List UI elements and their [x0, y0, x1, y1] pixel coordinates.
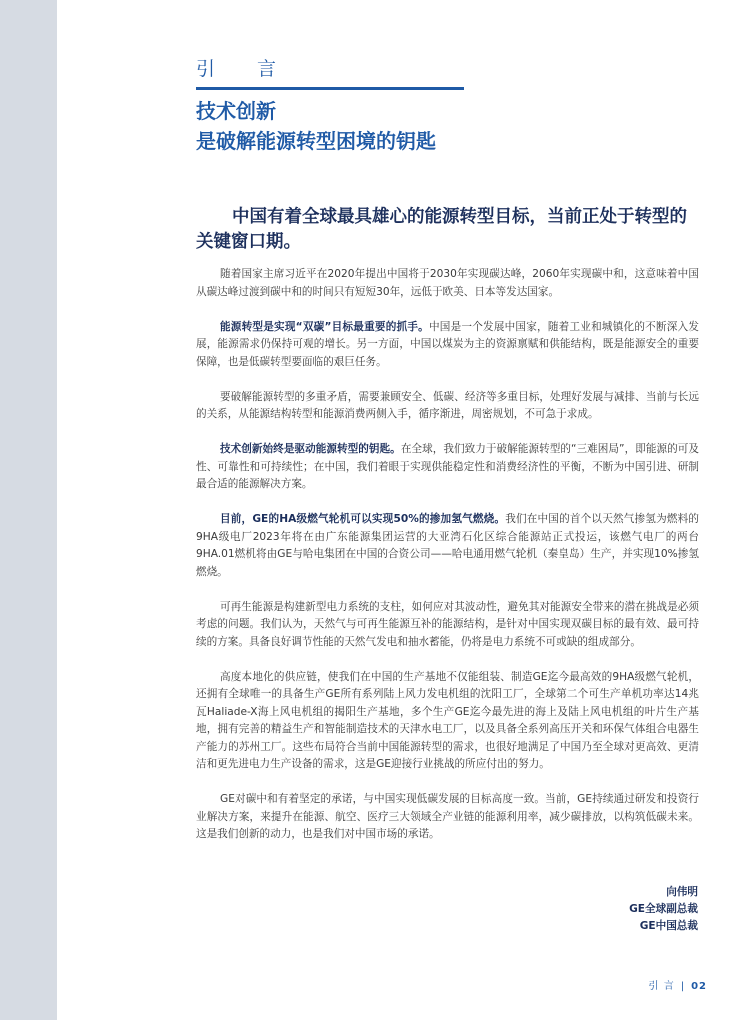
lead-statement: 中国有着全球最具雄心的能源转型目标，当前正处于转型的关键窗口期。 — [196, 207, 687, 252]
page-number: 02 — [691, 981, 707, 992]
paragraph-7-text: 高度本地化的供应链，使我们在中国的生产基地不仅能组装、制造GE迄今最高效的9HA级燃气轮机，还拥有全球唯一的具备生产GE所有系列陆上风力发电机组的沈阳工厂，全球第二个可生产单机功率达14兆瓦Haliade-X海上风电机组的揭阳生产基地，多个生产GE迄今最先进的海上及陆上风电机组的叶片生产基地，拥有完善的精益生产和智能制造技术的天津水电工厂，以及具备全系列高压开关和环保气体组合电器生产能力的苏州工厂。这些布局符合当前中国能源转型的需求，也很好地满足了中国乃至全球对更高效、更清洁和更先进电力生产设备的需求，这是GE迎接行业挑战的所应付出的努力。 — [196, 670, 699, 770]
page-footer — [649, 977, 707, 992]
paragraph-7 — [196, 669, 699, 774]
signature-title-1: GE全球副总裁 — [629, 903, 698, 915]
body-text — [196, 266, 699, 861]
page-title-line-2: 是破解能源转型困境的钥匙 — [196, 129, 436, 153]
paragraph-1 — [196, 266, 699, 301]
section-divider — [196, 87, 464, 90]
signature-title-2: GE中国总裁 — [639, 920, 698, 932]
paragraph-3-text: 要破解能源转型的多重矛盾，需要兼顾安全、低碳、经济等多重目标，处理好发展与减排、当前与长远的关系，从能源结构转型和能源消费两侧入手，循序渐进，周密规划，不可急于求成。 — [196, 390, 699, 420]
paragraph-5 — [196, 511, 699, 581]
paragraph-2-highlight: 能源转型是实现“双碳”目标最重要的抓手。 — [220, 320, 429, 333]
paragraph-2-text: 中国是一个发展中国家，随着工业和城镇化的不断深入发展，能源需求仍保持可观的增长。另一方面，中国以煤炭为主的资源禀赋和供能结构，既是能源安全的重要保障，也是低碳转型要面临的艰巨任务。 — [196, 320, 699, 368]
section-label: 引 言 — [196, 58, 295, 80]
page-title-line-1: 技术创新 — [196, 99, 276, 123]
left-sidebar-band — [0, 0, 57, 1020]
paragraph-4 — [196, 441, 699, 494]
paragraph-2 — [196, 319, 699, 372]
paragraph-4-text: 在全球，我们致力于破解能源转型的“三难困局”，即能源的可及性、可靠性和可持续性；在中国，我们着眼于实现供能稳定性和消费经济性的平衡，不断为中国引进、研制最合适的能源解决方案。 — [196, 443, 699, 490]
footer-separator: | — [680, 981, 686, 992]
paragraph-6-text: 可再生能源是构建新型电力系统的支柱，如何应对其波动性，避免其对能源安全带来的潜在挑战是必须考虑的问题。我们认为，天然气与可再生能源互补的能源结构，是针对中国实现双碳目标的最有效、最可持续的方案。具备良好调节性能的天然气发电和抽水蓄能，仍将是电力系统不可或缺的组成部分。 — [196, 600, 699, 648]
signature-name: 向伟明 — [666, 886, 698, 898]
paragraph-5-highlight: 目前，GE的HA级燃气轮机可以实现50%的掺加氢气燃烧。 — [220, 513, 506, 525]
paragraph-6 — [196, 599, 699, 652]
paragraph-8 — [196, 791, 699, 844]
footer-section-label: 引 言 — [648, 981, 675, 992]
paragraph-1-text: 随着国家主席习近平在2020年提出中国将于2030年实现碳达峰，2060年实现碳中和，这意味着中国从碳达峰过渡到碳中和的时间只有短短30年，远低于欧美、日本等发达国家。 — [196, 268, 699, 298]
paragraph-8-text: GE对碳中和有着坚定的承诺，与中国实现低碳发展的目标高度一致。当前，GE持续通过研发和投资行业解决方案，来提升在能源、航空、医疗三大领域全产业链的能源利用率，减少碳排放，以构筑低碳未来。这是我们创新的动力，也是我们对中国市场的承诺。 — [196, 793, 699, 840]
paragraph-5-text: 我们在中国的首个以天然气掺氢为燃料的9HA级电厂2023年将在由广东能源集团运营的大亚湾石化区综合能源站正式投运，该燃气电厂的两台9HA.01燃机将由GE与哈电集团在中国的合资公司——哈电通用燃气轮机（秦皇岛）生产，并实现10%掺氢燃烧。 — [196, 513, 699, 578]
paragraph-3 — [196, 389, 699, 424]
signature-block — [629, 884, 698, 935]
paragraph-4-highlight: 技术创新始终是驱动能源转型的钥匙。 — [220, 443, 401, 455]
